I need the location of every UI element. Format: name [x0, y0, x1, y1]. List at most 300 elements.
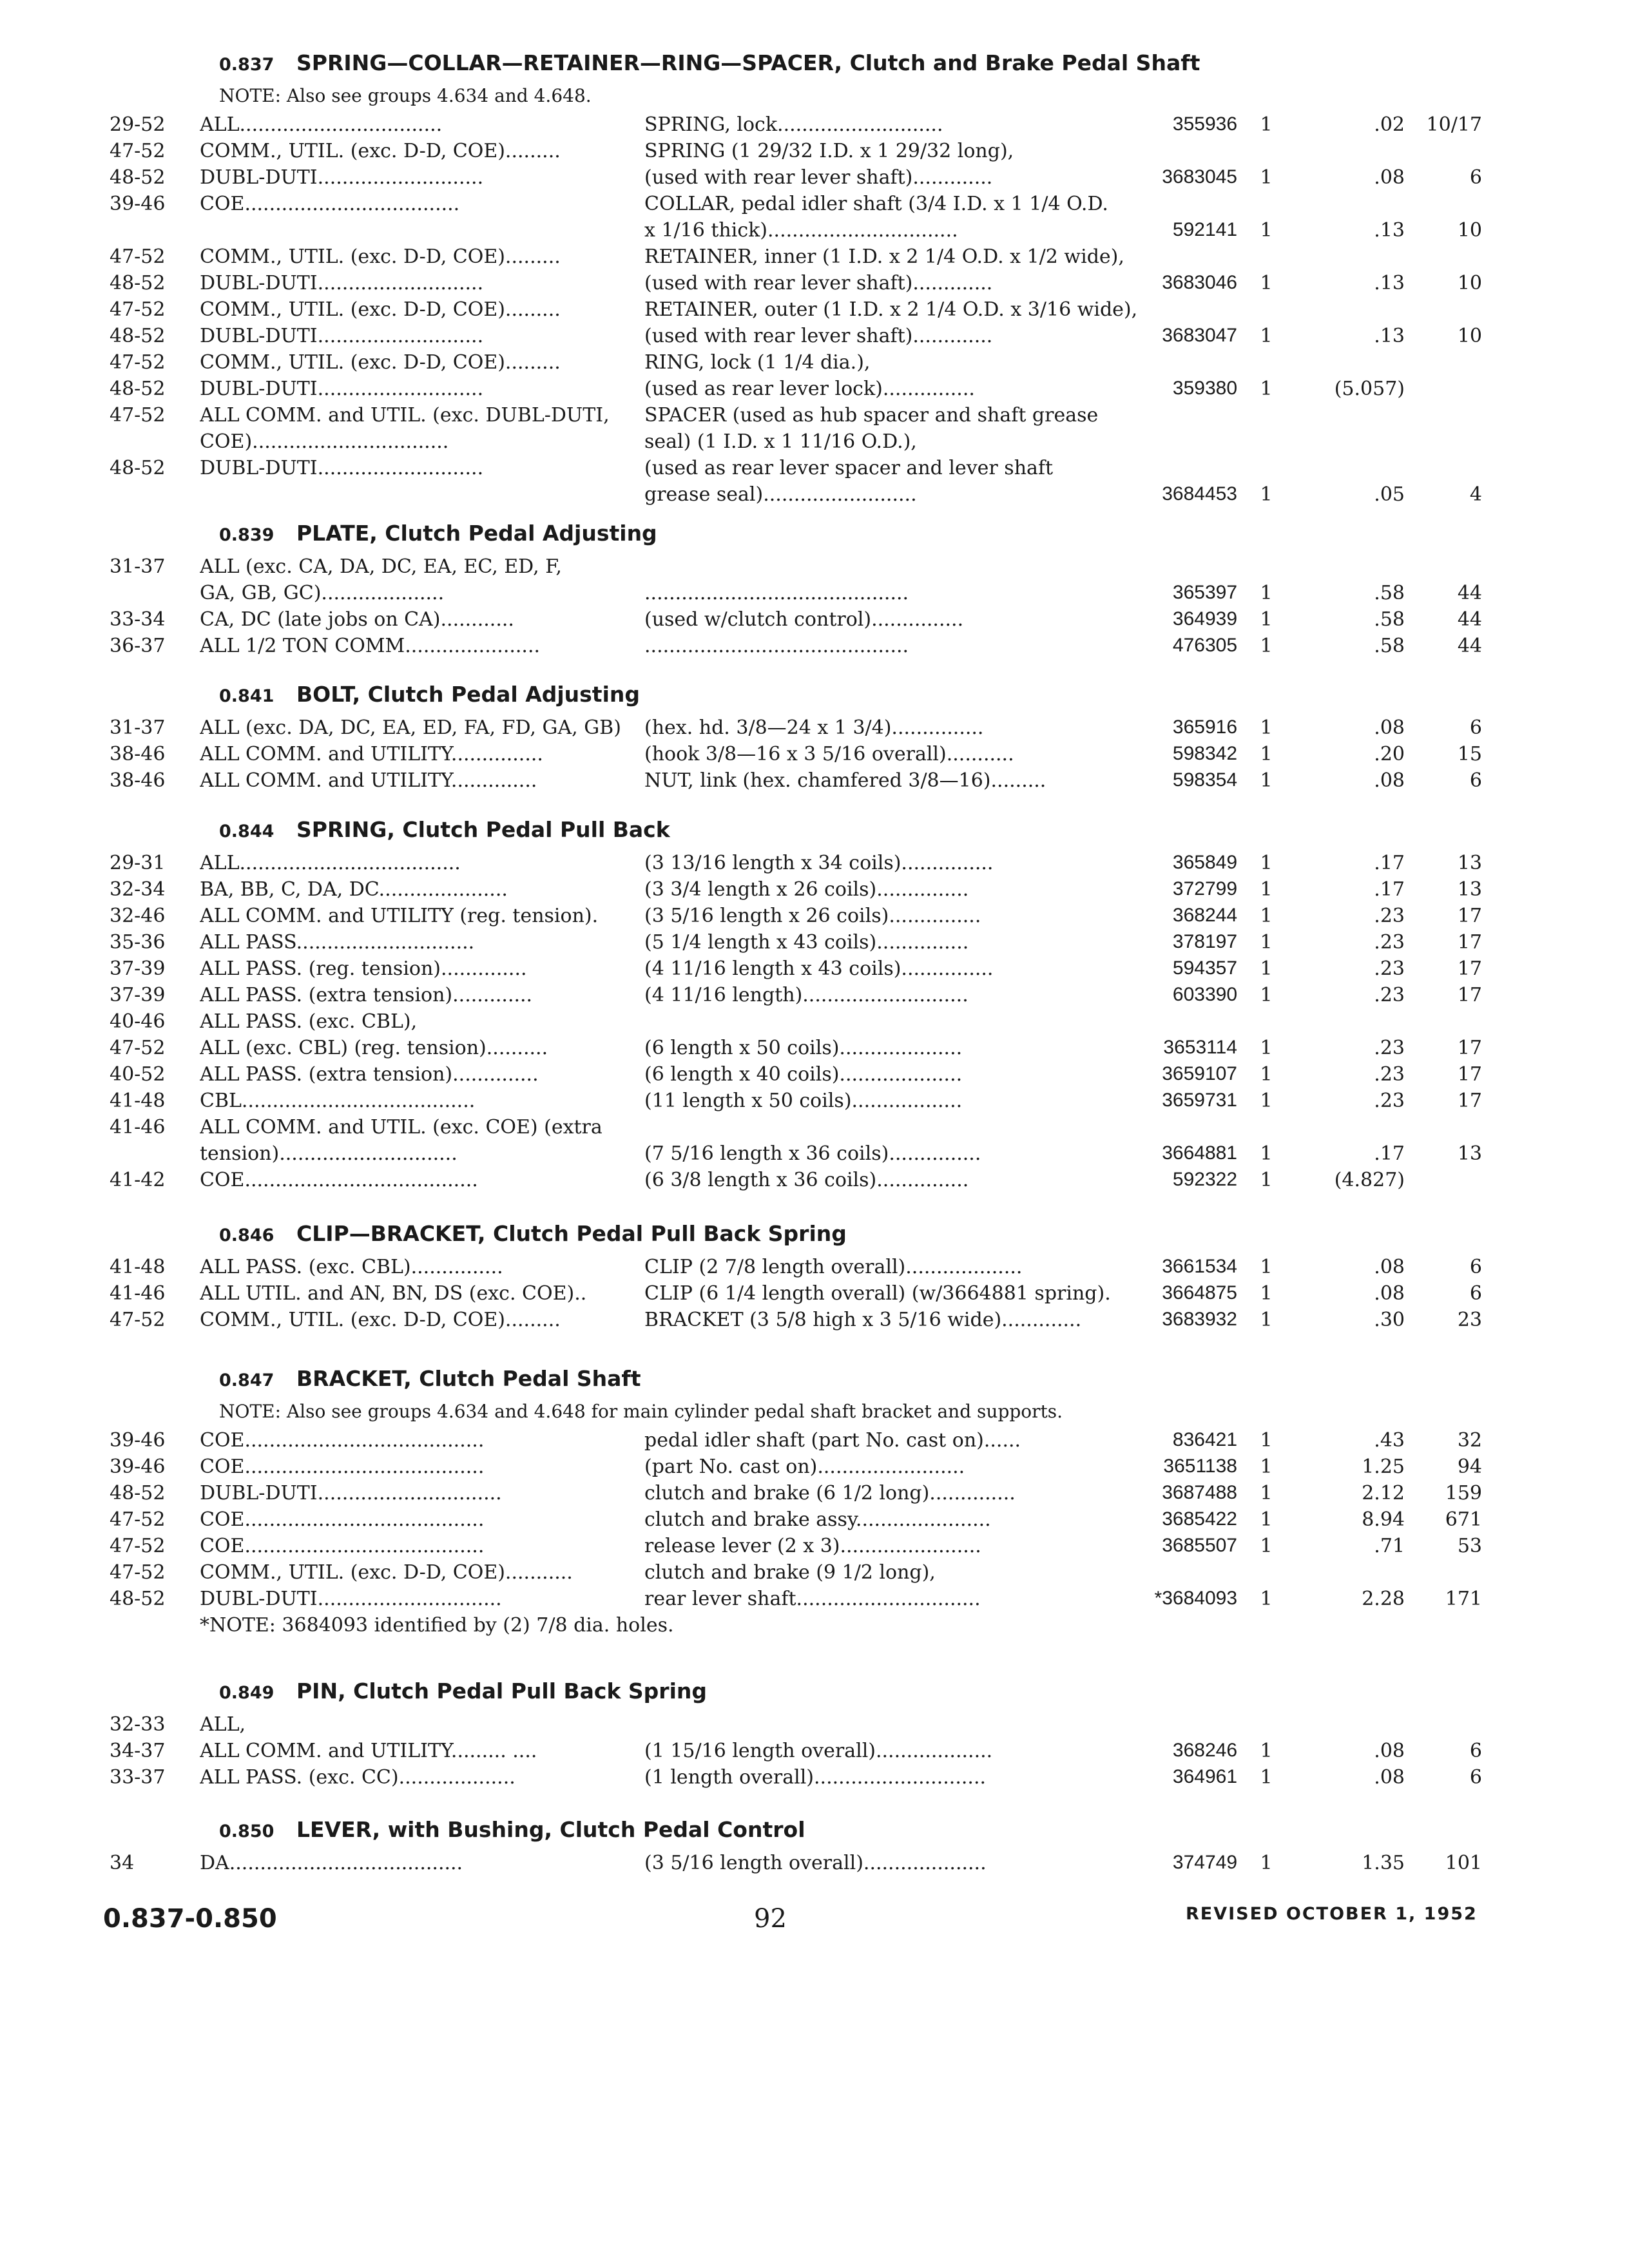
section-number: 0.847: [219, 1370, 275, 1390]
price: .30: [1374, 1309, 1405, 1331]
quantity: 1: [1260, 1508, 1273, 1531]
price: .08: [1374, 769, 1405, 792]
section-number: 0.849: [219, 1683, 275, 1703]
part-row: [97, 1090, 1482, 1116]
part-number: 3664881: [1162, 1142, 1237, 1164]
quantity: 1: [1260, 1037, 1273, 1059]
quantity: 1: [1260, 1766, 1273, 1789]
list-price: 13: [1457, 878, 1482, 901]
price: 2.12: [1362, 1482, 1405, 1504]
price: .08: [1374, 716, 1405, 739]
quantity: 1: [1260, 905, 1273, 927]
list-price: 17: [1457, 1063, 1482, 1086]
part-row: [97, 984, 1482, 1010]
quantity: 1: [1260, 769, 1273, 792]
application: COE...................................: [200, 193, 460, 215]
price: 1.25: [1362, 1456, 1405, 1478]
part-row: [97, 457, 1482, 483]
model-years: 39-46: [110, 1429, 166, 1452]
section-title: BRACKET, Clutch Pedal Shaft: [296, 1366, 641, 1391]
model-years: 39-46: [110, 1456, 166, 1478]
catalog-section: [97, 1366, 1482, 1640]
model-years: 39-46: [110, 193, 166, 215]
application: COE.......................................: [200, 1429, 485, 1452]
section-number: 0.837: [219, 55, 275, 75]
model-years: 47-52: [110, 298, 166, 321]
application: tension).............................: [200, 1142, 458, 1165]
part-number: 592322: [1172, 1169, 1237, 1190]
part-row: [97, 716, 1482, 743]
application: DUBL-DUTI...........................: [200, 457, 484, 479]
model-years: 40-52: [110, 1063, 166, 1086]
part-row: [97, 113, 1482, 140]
part-number: 364939: [1172, 608, 1237, 629]
part-number: 365916: [1172, 716, 1237, 738]
list-price: 10: [1457, 325, 1482, 347]
price: .17: [1374, 852, 1405, 874]
application: COE.......................................: [200, 1456, 485, 1478]
part-number: 3664875: [1162, 1282, 1237, 1303]
quantity: 1: [1260, 1169, 1273, 1191]
section-heading: [219, 1817, 1482, 1852]
model-years: 32-33: [110, 1713, 166, 1736]
part-number: 355936: [1172, 113, 1237, 135]
model-years: 38-46: [110, 769, 166, 792]
list-price: 44: [1457, 635, 1482, 657]
application: COMM., UTIL. (exc. D-D, COE).........: [200, 351, 561, 374]
price: .23: [1374, 957, 1405, 980]
application: COE.......................................: [200, 1535, 485, 1557]
part-row: [97, 582, 1482, 608]
part-row: [97, 1169, 1482, 1195]
price: .23: [1374, 1090, 1405, 1112]
price: 2.28: [1362, 1588, 1405, 1610]
model-years: 47-52: [110, 1037, 166, 1059]
part-description: (hook 3/8—16 x 3 5/16 overall)...........: [644, 743, 1014, 765]
part-number: 3685507: [1162, 1535, 1237, 1556]
model-years: 41-46: [110, 1282, 166, 1305]
catalog-section: [97, 817, 1482, 1195]
application: ALL.................................: [200, 113, 443, 136]
section-title: SPRING, Clutch Pedal Pull Back: [296, 817, 670, 842]
quantity: 1: [1260, 272, 1273, 294]
application: ALL UTIL. and AN, BN, DS (exc. COE)..: [200, 1282, 587, 1305]
model-years: 48-52: [110, 378, 166, 400]
application: COMM., UTIL. (exc. D-D, COE).........: [200, 1309, 561, 1331]
price: .13: [1374, 325, 1405, 347]
part-row: [97, 1010, 1482, 1037]
part-number: 374749: [1172, 1852, 1237, 1873]
model-years: 29-52: [110, 113, 166, 136]
model-years: 33-37: [110, 1766, 166, 1789]
list-price: 10: [1457, 272, 1482, 294]
part-description: BRACKET (3 5/8 high x 3 5/16 wide).............: [644, 1309, 1082, 1331]
application: ALL PASS. (exc. CC)...................: [200, 1766, 516, 1789]
list-price: 44: [1457, 608, 1482, 631]
part-row: [97, 193, 1482, 219]
application: DUBL-DUTI...........................: [200, 272, 484, 294]
price: .13: [1374, 219, 1405, 242]
list-price: 6: [1469, 716, 1482, 739]
price: .08: [1374, 1282, 1405, 1305]
part-row: [97, 608, 1482, 635]
section-number: 0.846: [219, 1225, 275, 1245]
model-years: 47-52: [110, 1561, 166, 1584]
part-description: rear lever shaft..............................: [644, 1588, 981, 1610]
part-number: 3651138: [1163, 1456, 1237, 1477]
model-years: 31-37: [110, 555, 166, 578]
model-years: 37-39: [110, 957, 166, 980]
part-row: [97, 957, 1482, 984]
quantity: 1: [1260, 1256, 1273, 1278]
quantity: 1: [1260, 1588, 1273, 1610]
list-price: 13: [1457, 1142, 1482, 1165]
model-years: 47-52: [110, 1535, 166, 1557]
part-number: 836421: [1172, 1429, 1237, 1450]
price: .71: [1374, 1535, 1405, 1557]
price: .08: [1374, 1740, 1405, 1762]
part-description: clutch and brake assy......................: [644, 1508, 991, 1531]
part-description: (5 1/4 length x 43 coils)...............: [644, 931, 969, 954]
part-description: CLIP (2 7/8 length overall)...................: [644, 1256, 1023, 1278]
part-description: (used with rear lever shaft).............: [644, 325, 993, 347]
list-price: 32: [1457, 1429, 1482, 1452]
price: .20: [1374, 743, 1405, 765]
application: BA, BB, C, DA, DC.....................: [200, 878, 508, 901]
model-years: 48-52: [110, 272, 166, 294]
price: (4.827): [1334, 1169, 1405, 1191]
section-number: 0.839: [219, 525, 275, 545]
list-price: 10: [1457, 219, 1482, 242]
quantity: 1: [1260, 984, 1273, 1006]
section-title: LEVER, with Bushing, Clutch Pedal Control: [296, 1817, 805, 1842]
section-note: NOTE: Also see groups 4.634 and 4.648 for main cylinder pedal shaft bracket and supports.: [219, 1401, 1063, 1422]
part-description: clutch and brake (9 1/2 long),: [644, 1561, 936, 1584]
section-heading: [219, 1366, 1482, 1401]
quantity: 1: [1260, 325, 1273, 347]
application: ALL (exc. CBL) (reg. tension)..........: [200, 1037, 548, 1059]
section-title: CLIP—BRACKET, Clutch Pedal Pull Back Spring: [296, 1221, 847, 1246]
model-years: 48-52: [110, 166, 166, 189]
part-number: 365849: [1172, 852, 1237, 873]
part-number: 598354: [1172, 769, 1237, 791]
list-price: 101: [1445, 1852, 1482, 1874]
part-row: [97, 1282, 1482, 1309]
part-description: ...........................................: [644, 582, 909, 604]
model-years: 31-37: [110, 716, 166, 739]
application: COE.......................................: [200, 1508, 485, 1531]
part-row: [97, 1256, 1482, 1282]
application: *NOTE: 3684093 identified by (2) 7/8 dia. holes.: [200, 1614, 674, 1637]
model-years: 35-36: [110, 931, 166, 954]
quantity: 1: [1260, 852, 1273, 874]
quantity: 1: [1260, 1429, 1273, 1452]
quantity: 1: [1260, 378, 1273, 400]
price: .02: [1374, 113, 1405, 136]
list-price: 6: [1469, 166, 1482, 189]
application: COE)................................: [200, 430, 449, 453]
part-row: [97, 555, 1482, 582]
list-price: 15: [1457, 743, 1482, 765]
part-description: release lever (2 x 3).......................: [644, 1535, 981, 1557]
list-price: 6: [1469, 1282, 1482, 1305]
application: CBL......................................: [200, 1090, 476, 1112]
section-title: SPRING—COLLAR—RETAINER—RING—SPACER, Clutch and Brake Pedal Shaft: [296, 50, 1200, 75]
part-number: *3684093: [1154, 1588, 1237, 1609]
list-price: 10/17: [1426, 113, 1482, 136]
part-description: (used with rear lever shaft).............: [644, 272, 993, 294]
part-row: [97, 931, 1482, 957]
part-row: [97, 769, 1482, 796]
quantity: 1: [1260, 1282, 1273, 1305]
price: .08: [1374, 1256, 1405, 1278]
part-description: SPACER (used as hub spacer and shaft grease: [644, 404, 1099, 427]
section-heading: [219, 521, 1482, 555]
price: .08: [1374, 1766, 1405, 1789]
part-row: [97, 1588, 1482, 1614]
part-description: (4 11/16 length x 43 coils)...............: [644, 957, 994, 980]
section-number: 0.841: [219, 686, 275, 706]
list-price: 6: [1469, 1740, 1482, 1762]
application: ALL COMM. and UTIL. (exc. COE) (extra: [200, 1116, 602, 1139]
part-description: (used with rear lever shaft).............: [644, 166, 993, 189]
application: ALL COMM. and UTILITY (reg. tension).: [200, 905, 599, 927]
model-years: 32-46: [110, 905, 166, 927]
application: ALL PASS. (extra tension)..............: [200, 1063, 539, 1086]
application: COMM., UTIL. (exc. D-D, COE)...........: [200, 1561, 573, 1584]
application: CA, DC (late jobs on CA)............: [200, 608, 514, 631]
part-row: [97, 1456, 1482, 1482]
application: ALL,: [200, 1713, 246, 1736]
part-description: (used as rear lever spacer and lever shaft: [644, 457, 1054, 479]
part-description: COLLAR, pedal idler shaft (3/4 I.D. x 1 1/4 O.D.: [644, 193, 1108, 215]
list-price: 17: [1457, 931, 1482, 954]
part-description: (3 3/4 length x 26 coils)...............: [644, 878, 969, 901]
price: .13: [1374, 272, 1405, 294]
part-number: 3683046: [1162, 272, 1237, 293]
model-years: 34-37: [110, 1740, 166, 1762]
model-years: 32-34: [110, 878, 166, 901]
application: COMM., UTIL. (exc. D-D, COE).........: [200, 245, 561, 268]
list-price: 6: [1469, 769, 1482, 792]
part-description: (used w/clutch control)...............: [644, 608, 964, 631]
part-row: [97, 743, 1482, 769]
price: .23: [1374, 1063, 1405, 1086]
part-description: seal) (1 I.D. x 1 11/16 O.D.),: [644, 430, 917, 453]
part-number: 3659107: [1162, 1063, 1237, 1084]
part-row: [97, 852, 1482, 878]
part-description: SPRING, lock...........................: [644, 113, 943, 136]
part-row: [97, 1063, 1482, 1090]
part-row: [97, 905, 1482, 931]
price: .17: [1374, 878, 1405, 901]
quantity: 1: [1260, 1482, 1273, 1504]
model-years: 33-34: [110, 608, 166, 631]
quantity: 1: [1260, 878, 1273, 901]
quantity: 1: [1260, 931, 1273, 954]
part-description: (1 length overall)............................: [644, 1766, 987, 1789]
application: ALL COMM. and UTILITY...............: [200, 743, 543, 765]
part-row: [97, 1142, 1482, 1169]
section-note: NOTE: Also see groups 4.634 and 4.648.: [219, 85, 592, 106]
price: .43: [1374, 1429, 1405, 1452]
list-price: 17: [1457, 1090, 1482, 1112]
part-number: 598342: [1172, 743, 1237, 764]
model-years: 48-52: [110, 457, 166, 479]
part-number: 378197: [1172, 931, 1237, 952]
part-description: (1 15/16 length overall)...................: [644, 1740, 993, 1762]
quantity: 1: [1260, 582, 1273, 604]
part-number: 3659731: [1162, 1090, 1237, 1111]
part-row: [97, 1852, 1482, 1878]
part-row: [97, 1309, 1482, 1335]
model-years: 48-52: [110, 1482, 166, 1504]
list-price: 6: [1469, 1766, 1482, 1789]
part-description: pedal idler shaft (part No. cast on)......: [644, 1429, 1021, 1452]
list-price: 17: [1457, 984, 1482, 1006]
application: ALL (exc. DA, DC, EA, ED, FA, FD, GA, GB): [200, 716, 621, 739]
part-number: 364961: [1172, 1766, 1237, 1787]
quantity: 1: [1260, 1063, 1273, 1086]
application: COMM., UTIL. (exc. D-D, COE).........: [200, 140, 561, 162]
part-number: 3683932: [1162, 1309, 1237, 1330]
section-heading: [219, 50, 1482, 85]
quantity: 1: [1260, 1142, 1273, 1165]
part-number: 368246: [1172, 1740, 1237, 1761]
application: COMM., UTIL. (exc. D-D, COE).........: [200, 298, 561, 321]
quantity: 1: [1260, 483, 1273, 506]
part-description: (11 length x 50 coils)..................: [644, 1090, 963, 1112]
list-price: 4: [1469, 483, 1482, 506]
part-description: RING, lock (1 1/4 dia.),: [644, 351, 871, 374]
application: ALL COMM. and UTILITY..............: [200, 769, 537, 792]
part-number: 372799: [1172, 878, 1237, 899]
application: DUBL-DUTI...........................: [200, 325, 484, 347]
part-row: [97, 378, 1482, 404]
part-number: 3685422: [1162, 1508, 1237, 1530]
part-description: ...........................................: [644, 635, 909, 657]
model-years: 29-31: [110, 852, 166, 874]
part-number: 594357: [1172, 957, 1237, 979]
part-description: clutch and brake (6 1/2 long)..............: [644, 1482, 1016, 1504]
model-years: 47-52: [110, 351, 166, 374]
application: ALL COMM. and UTILITY......... ....: [200, 1740, 537, 1762]
part-number: 476305: [1172, 635, 1237, 656]
application: ALL PASS. (exc. CBL)...............: [200, 1256, 503, 1278]
catalog-section: [97, 1221, 1482, 1335]
part-number: 368244: [1172, 905, 1237, 926]
model-years: 47-52: [110, 404, 166, 427]
application: ALL PASS. (extra tension).............: [200, 984, 533, 1006]
part-row: [97, 878, 1482, 905]
application: DUBL-DUTI...........................: [200, 378, 484, 400]
price: .23: [1374, 905, 1405, 927]
part-number: 592141: [1172, 219, 1237, 240]
part-row: [97, 298, 1482, 325]
part-description: (4 11/16 length)...........................: [644, 984, 969, 1006]
part-description: NUT, link (hex. chamfered 3/8—16).........: [644, 769, 1046, 792]
part-number: 365397: [1172, 582, 1237, 603]
footer-group-range: 0.837-0.850: [103, 1904, 277, 1934]
part-description: SPRING (1 29/32 I.D. x 1 29/32 long),: [644, 140, 1014, 162]
part-row: [97, 1429, 1482, 1456]
part-row: [97, 1614, 1482, 1640]
list-price: 23: [1457, 1309, 1482, 1331]
application: ALL COMM. and UTIL. (exc. DUBL-DUTI,: [200, 404, 610, 427]
part-description: x 1/16 thick)...............................: [644, 219, 958, 242]
quantity: 1: [1260, 743, 1273, 765]
application: ALL PASS. (exc. CBL),: [200, 1010, 418, 1033]
catalog-section: [97, 50, 1482, 510]
part-row: [97, 635, 1482, 661]
list-price: 171: [1445, 1588, 1482, 1610]
part-number: 3683045: [1162, 166, 1237, 187]
part-row: [97, 1561, 1482, 1588]
model-years: 48-52: [110, 1588, 166, 1610]
part-description: (7 5/16 length x 36 coils)...............: [644, 1142, 981, 1165]
part-description: (6 length x 40 coils)....................: [644, 1063, 963, 1086]
application: ALL (exc. CA, DA, DC, EA, EC, ED, F,: [200, 555, 562, 578]
list-price: 17: [1457, 1037, 1482, 1059]
price: .23: [1374, 984, 1405, 1006]
part-row: [97, 325, 1482, 351]
section-heading: [219, 1678, 1482, 1713]
list-price: 17: [1457, 957, 1482, 980]
footer-revised-date: REVISED OCTOBER 1, 1952: [1186, 1904, 1478, 1924]
price: .17: [1374, 1142, 1405, 1165]
part-description: grease seal).........................: [644, 483, 917, 506]
part-row: [97, 272, 1482, 298]
quantity: 1: [1260, 1740, 1273, 1762]
part-row: [97, 1740, 1482, 1766]
quantity: 1: [1260, 957, 1273, 980]
section-title: PLATE, Clutch Pedal Adjusting: [296, 521, 657, 546]
part-description: RETAINER, inner (1 I.D. x 2 1/4 O.D. x 1/2 wide),: [644, 245, 1124, 268]
quantity: 1: [1260, 1309, 1273, 1331]
part-description: (3 13/16 length x 34 coils)...............: [644, 852, 994, 874]
price: .58: [1374, 608, 1405, 631]
part-number: 603390: [1172, 984, 1237, 1005]
model-years: 38-46: [110, 743, 166, 765]
part-row: [97, 1116, 1482, 1142]
list-price: 13: [1457, 852, 1482, 874]
part-number: 3684453: [1162, 483, 1237, 505]
price: 1.35: [1362, 1852, 1405, 1874]
application: DA......................................: [200, 1852, 463, 1874]
quantity: 1: [1260, 635, 1273, 657]
model-years: 36-37: [110, 635, 166, 657]
part-row: [97, 140, 1482, 166]
application: DUBL-DUTI...........................: [200, 166, 484, 189]
application: ALL 1/2 TON COMM......................: [200, 635, 541, 657]
catalog-section: [97, 521, 1482, 661]
part-row: [97, 351, 1482, 378]
footer-page-number: 92: [754, 1904, 787, 1934]
part-description: (3 5/16 length overall)....................: [644, 1852, 987, 1874]
part-row: [97, 245, 1482, 272]
quantity: 1: [1260, 113, 1273, 136]
quantity: 1: [1260, 716, 1273, 739]
section-number: 0.850: [219, 1821, 275, 1841]
part-row: [97, 219, 1482, 245]
part-description: CLIP (6 1/4 length overall) (w/3664881 spring).: [644, 1282, 1111, 1305]
part-number: 3661534: [1162, 1256, 1237, 1277]
application: DUBL-DUTI..............................: [200, 1482, 502, 1504]
model-years: 41-48: [110, 1256, 166, 1278]
part-row: [97, 1713, 1482, 1740]
application: DUBL-DUTI..............................: [200, 1588, 502, 1610]
application: GA, GB, GC)....................: [200, 582, 445, 604]
